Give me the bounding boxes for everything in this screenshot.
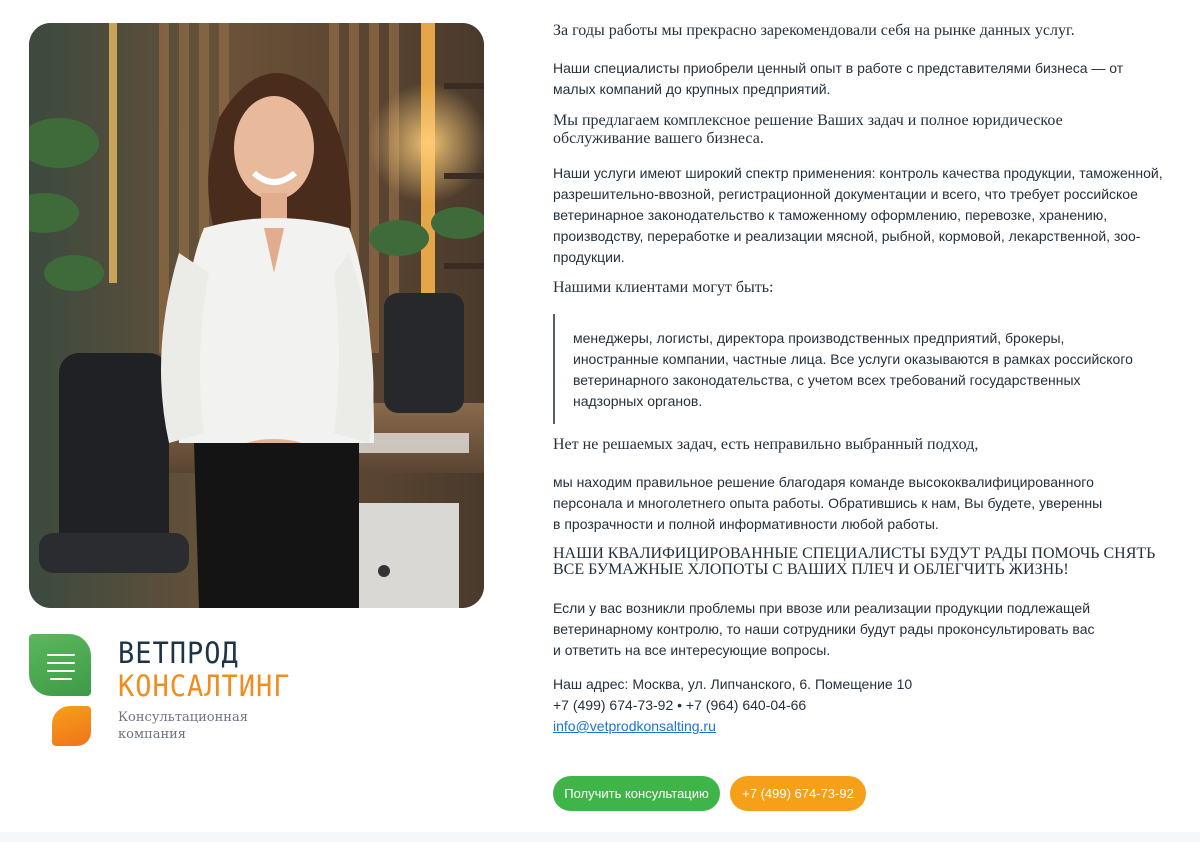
paragraph-services: Наши услуги имеют широкий спектр применения: контроль качества продукции, таможенной, разрешительно-ввозной, регистрационной документации и всего, что требует российское ветеринарное законодательство к таможенному оформлению, перевозке, хранению, производству, переработке и реализации мясной, рыбной, кормовой, лекарственной, зоо-продукции. <box>553 165 1163 265</box>
paragraph-contact-line: Если у вас возникли проблемы при ввозе или реализации продукции подлежащей <box>553 600 1091 616</box>
caps-heading-specialists: НАШИ КВАЛИФИЦИРОВАННЫЕ СПЕЦИАЛИСТЫ БУДУТ РАДЫ ПОМОЧЬ СНЯТЬ ВСЕ БУМАЖНЫЕ ХЛОПОТЫ С ВАШИХ ПЛЕЧ И ОБЛЕГЧИТЬ ЖИЗНЬ! <box>553 545 1156 578</box>
address: Наш адрес: Москва, ул. Липчанского, 6. Помещение 10 <box>553 676 913 692</box>
logo-leaf-icon <box>52 706 91 746</box>
paragraph-approach-line: мы находим правильное решение благодаря команде высококвалифицированного <box>553 474 1094 490</box>
heading-solutions: Мы предлагаем комплексное решение Ваших задач и полное юридическое обслуживание вашего бизнеса. <box>553 112 1063 147</box>
paragraph-contact-line: ветеринарному контролю, то наши сотрудники будут рады проконсультировать вас <box>553 621 1095 637</box>
consultant-photo <box>29 23 484 608</box>
call-phone-button[interactable]: +7 (499) 674-73-92 <box>730 776 866 811</box>
heading-approach: Нет не решаемых задач, есть неправильно выбранный подход, <box>553 436 979 453</box>
phone-numbers[interactable]: +7 (499) 674-73-92 • +7 (964) 640-04-66 <box>553 697 807 713</box>
heading-experience: За годы работы мы прекрасно зарекомендовали себя на рынке данных услуг. <box>553 22 1075 39</box>
clients-quote <box>553 314 1153 424</box>
company-logo[interactable] <box>29 634 329 749</box>
email-link[interactable]: info@vetprodkonsalting.ru <box>553 718 716 734</box>
logo-title-line1: ВЕТПРОД <box>118 637 239 671</box>
paragraph-approach <box>553 472 1173 535</box>
consultant-photo-illustration <box>29 23 484 608</box>
paragraph-contact-line: и ответить на все интересующие вопросы. <box>553 642 831 658</box>
logo-subtitle: Консультационная компания <box>118 710 248 742</box>
contacts-block <box>553 674 1173 737</box>
heading-clients: Нашими клиентами могут быть: <box>553 279 774 296</box>
footer-strip <box>0 832 1200 842</box>
logo-title-line2: КОНСАЛТИНГ <box>118 670 291 704</box>
clients-quote-text: менеджеры, логисты, директора производственных предприятий, брокеры, иностранные компании, частные лица. Все услуги оказываются в рамках российского ветеринарного законодательства, с учетом всех требований государственных надзорных органов. <box>573 330 1133 409</box>
logo-document-icon <box>29 634 91 696</box>
get-consultation-button[interactable]: Получить консультацию <box>553 776 720 811</box>
paragraph-approach-line: в прозрачности и полной информативности любой работы. <box>553 516 939 532</box>
paragraph-contact <box>553 598 1173 661</box>
paragraph-approach-line: персонала и многолетнего опыта работы. Обратившись к нам, Вы будете, уверенны <box>553 495 1103 511</box>
paragraph-experience: Наши специалисты приобрели ценный опыт в работе с представителями бизнеса — от малых компаний до крупных предприятий. <box>553 60 1124 97</box>
